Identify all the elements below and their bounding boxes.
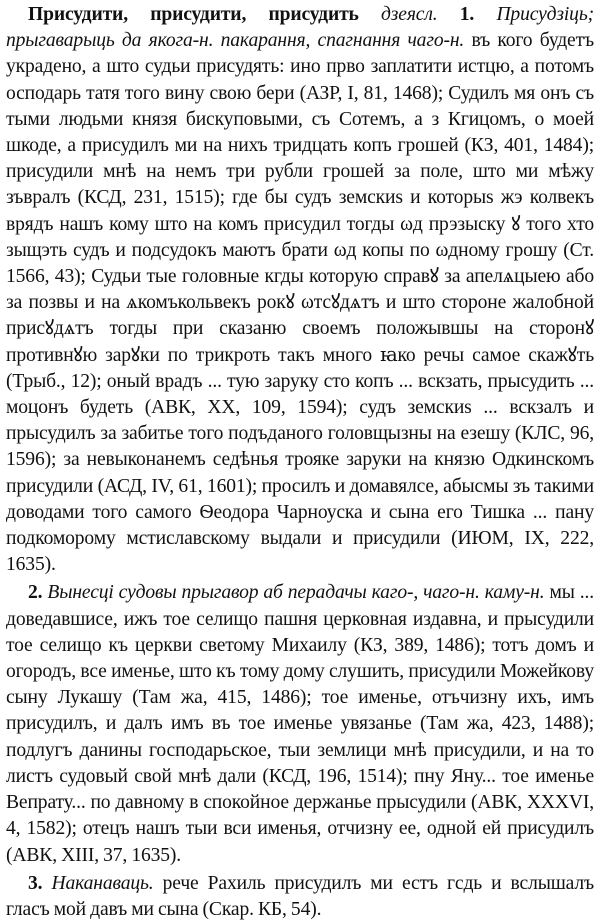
sense-3-definition: Наканаваць. [51,872,154,894]
part-of-speech: дзеясл. [381,4,438,25]
sense-3-number: 3. [28,872,43,894]
sense-1-citations: въ кого будетъ украдено, а што судьи присудять: ино прво заплатити истцю, а потомъ осподарь татя того вину свою бери (АЗР, I, 81, 1468); Судилъ мя онъ съ тыми людьми князя бискуповыми, съ Сотемъ, а з Кгицомъ, о моей шкоде, а присудилъ ми на нихъ тридцать копъ грошей (КЗ, 401, 1484); присудили мнѣ на немъ три рубли грошей за поле, што ми мѣжу зъвралъ (КСД, 231, 1515); где бы судъ земскиѕ и которыѕ жэ колвекъ врядъ нашъ кому што на комъ присудил тогды ωд прэзыску ꙋ того хто зыщэть судъ и подсудокъ маютъ брати ωд копы по ωдному грошу (Ст. 1566, 43); Судьи тые головные кгды которую справꙋ за апелѧцыею або за позвы и на ѧкомъкольвекъ рокꙋ ωтсꙋдѧтъ и што стороне жалобной присꙋдѧтъ тогды при сказаню своемъ положывшы на сторонꙋ противнꙋю зарꙋки по трикроть такъ много ꙗко речы самое скажꙋть (Трыб., 12); оный врадъ ... тую заруку сто копъ ... вскзать, прысудить ... моцонъ будеть (АВК, XX, 109, 1594); судъ земскиѕ ... вскзалъ и прысудилъ за забитье того подъданого головщызны на езешу (КЛС, 96, 1596); за невыконанемъ седѣнья трояке заруки на князю Одкинскомъ присудили (АСД, IV, 61, 1601); просилъ и домавялсе, абысмы зъ такими доводами того самого Ѳеодора Чарноуска и сына его Тишка ... пану подкоморому мстиславскому выдали и присудили (ИЮМ, IX, 222, 1635). [6,30,594,576]
dictionary-page [6,2,594,923]
sense-3-paragraph [6,871,594,923]
headword: Присудити, присудити, присудить [28,4,359,25]
sense-1-number: 1. [459,4,475,25]
sense-2-citations: мы ... доведавшисе, ижъ тое селищо пашня церковная издавна, и прысудили тое селищо къ церкви светому Михаилу (КЗ, 389, 1486); тотъ домъ и огородъ, все именье, што къ тому дому слушить, присудили Можейкову сыну Лукашу (Там жа, 415, 1486); тое именье, отъчизну ихъ, имъ присудилъ, и далъ имъ въ тое именье увязанье (Там жа, 423, 1488); подлугъ данины господарьское, тыи землици мнѣ присудили, и на то листъ судовый свой мнѣ дали (КСД, 196, 1514); пну Яну... тое именье Вепрату... по давному в спокойное держанье прысудили (АВК, XXXVI, 4, 1582); отецъ нашъ тыи вси именья, отчизну ее, одной ей присудилъ (АВК, XIII, 37, 1635). [6,582,595,866]
sense-2-number: 2. [28,582,43,604]
sense-2-paragraph [6,580,594,868]
sense-1-definition: Присудзіць; прыгаварыць да якога-н. пакарання, спагнання чаго-н. [6,4,594,52]
sense-2-definition: Вынесці судовы прыгавор аб перадачы каго-, чаго-н. каму-н. [47,582,545,604]
sense-3-citations: рече Рахиль присудилъ ми естъ гсдь и вслышалъ гласъ мой давъ ми сына (Скар. КБ, 54). [6,872,594,920]
sense-1-paragraph [6,2,594,578]
